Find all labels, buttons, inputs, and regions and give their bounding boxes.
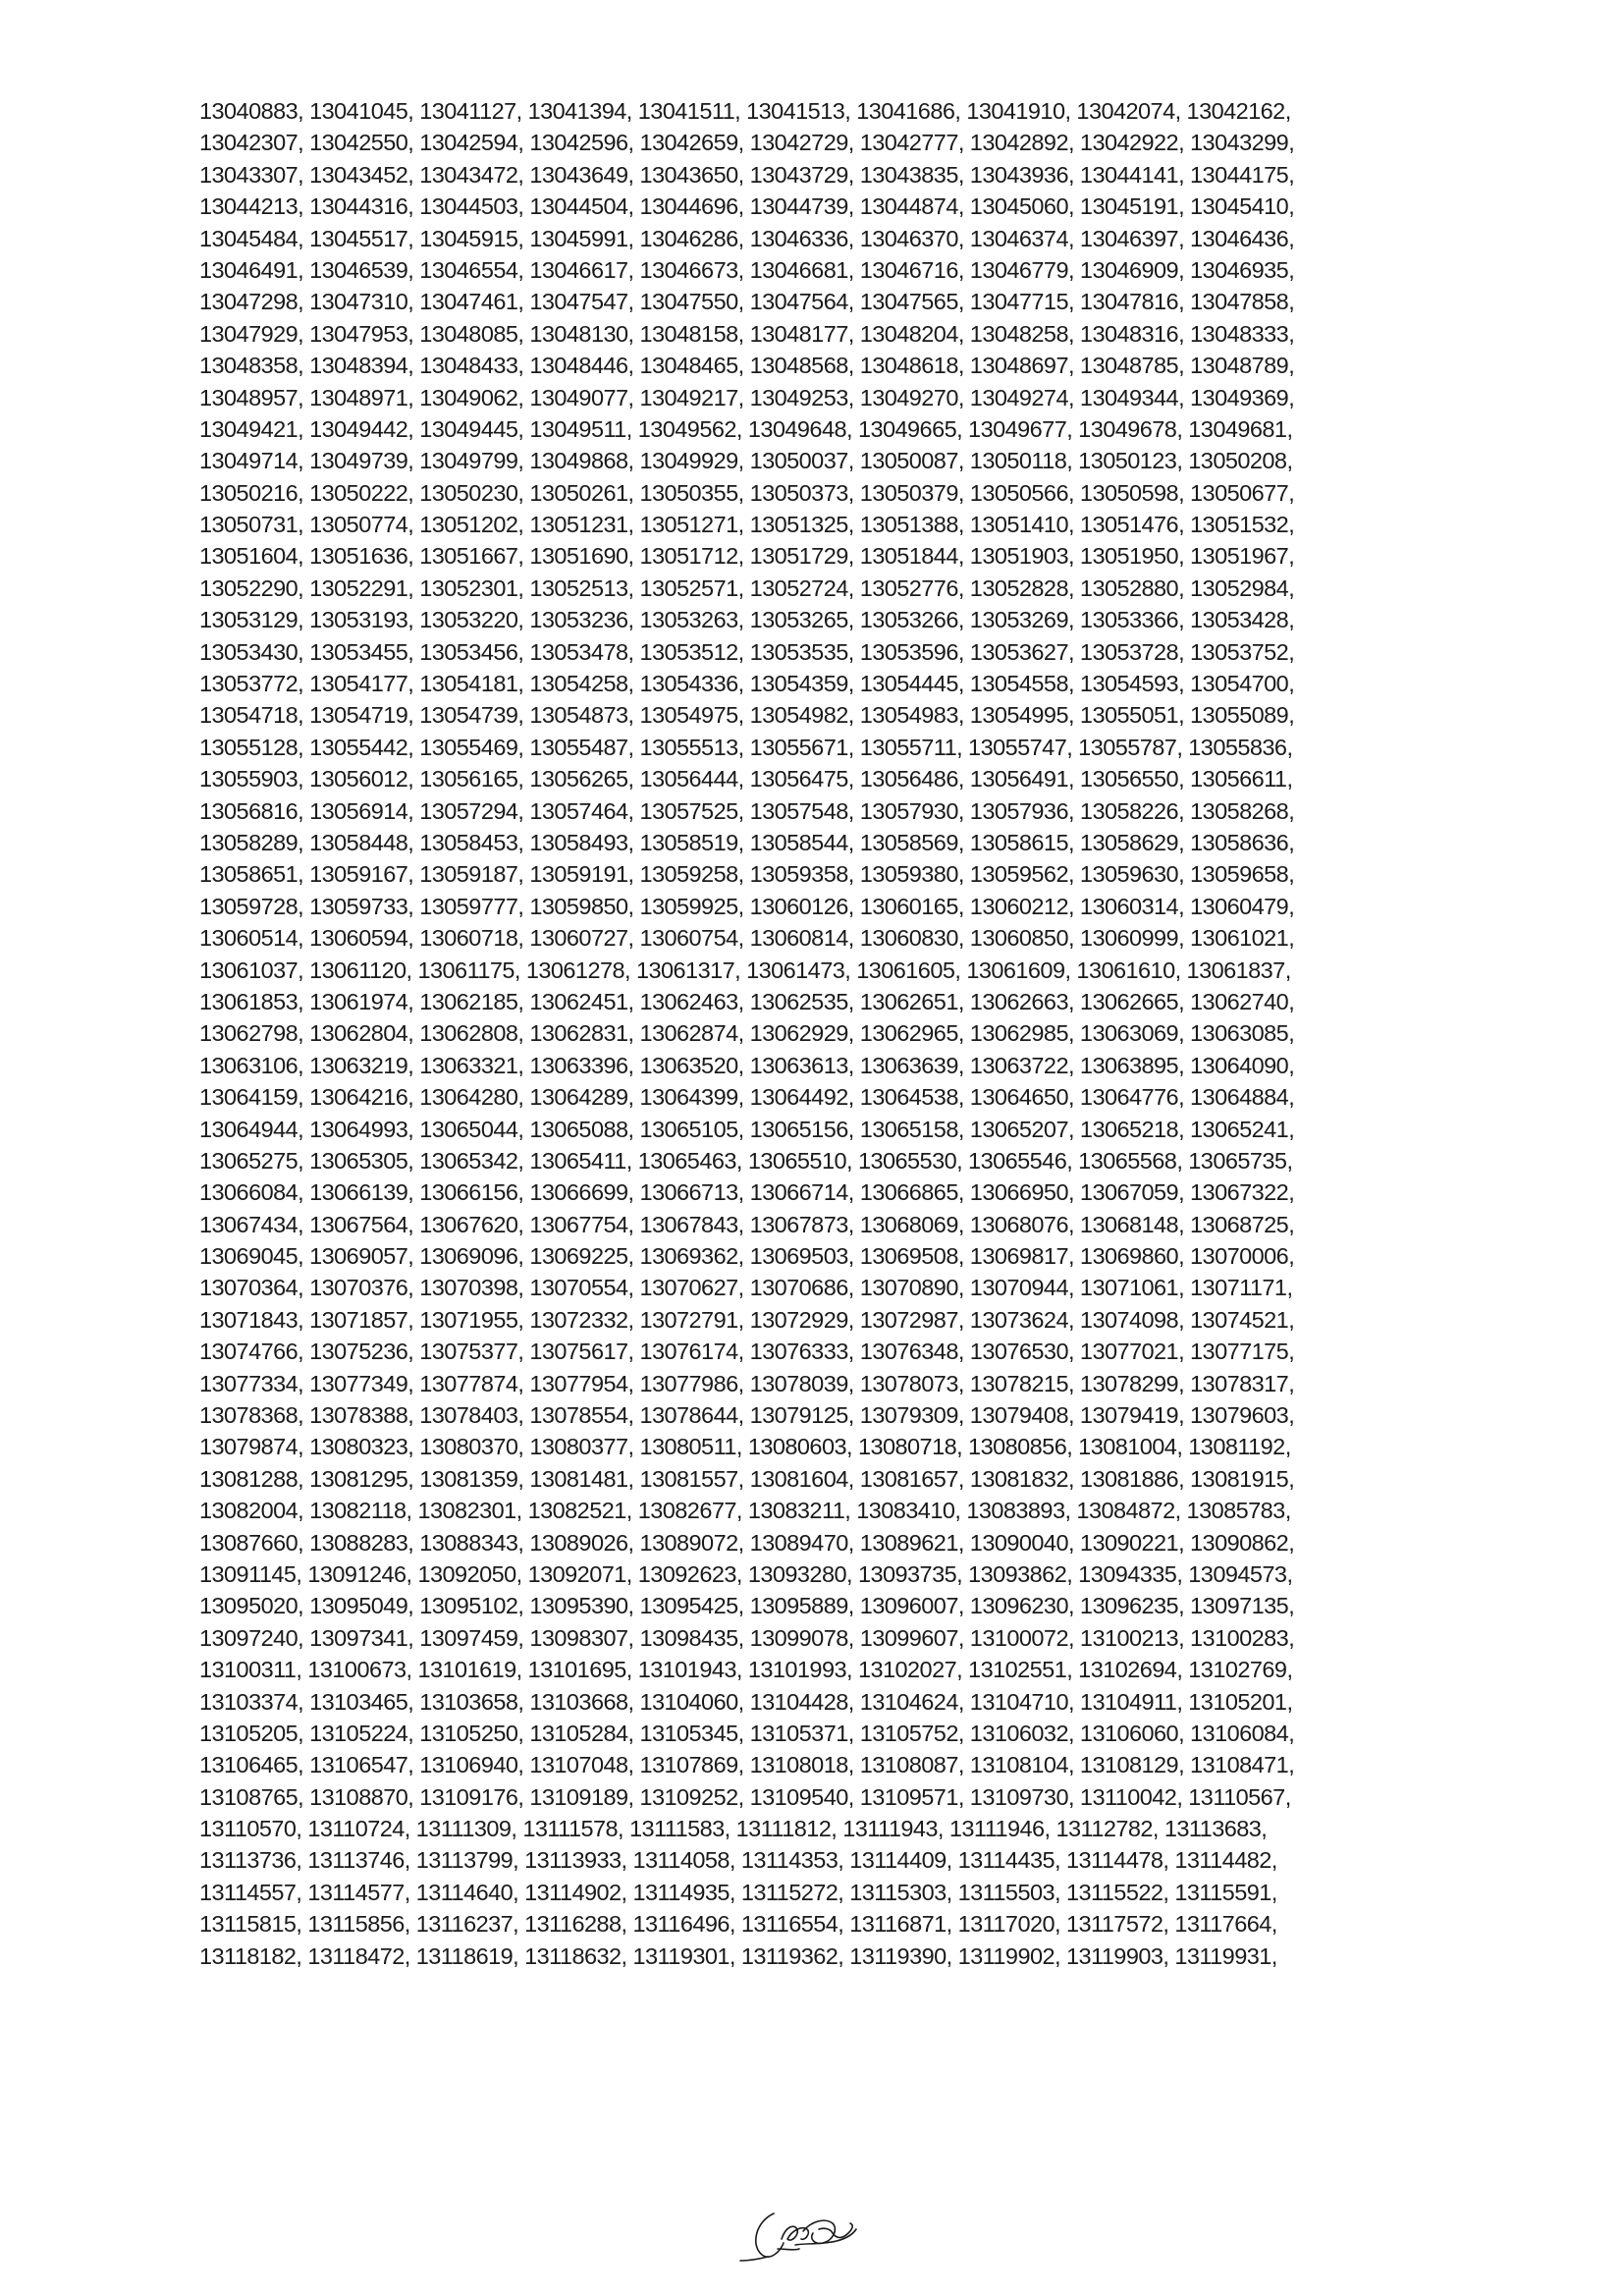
number-line: 13051604, 13051636, 13051667, 13051690, 13051712, 13051729, 13051844, 13051903, 13051950, 13051967, <box>199 543 1295 570</box>
number-line: 13082004, 13082118, 13082301, 13082521, 13082677, 13083211, 13083410, 13083893, 13084872, 13085783, <box>199 1498 1291 1524</box>
signature-icon <box>734 2200 862 2269</box>
number-line: 13078368, 13078388, 13078403, 13078554, 13078644, 13079125, 13079309, 13079408, 13079419, 13079603, <box>199 1402 1295 1429</box>
number-line: 13108765, 13108870, 13109176, 13109189, 13109252, 13109540, 13109571, 13109730, 13110042, 13110567, <box>199 1783 1291 1810</box>
number-line: 13059728, 13059733, 13059777, 13059850, 13059925, 13060126, 13060165, 13060212, 13060314, 13060479, <box>199 893 1295 919</box>
number-line: 13110570, 13110724, 13111309, 13111578, 13111583, 13111812, 13111943, 13111946, 13112782, 13113683, <box>199 1816 1268 1842</box>
number-line: 13045484, 13045517, 13045915, 13045991, 13046286, 13046336, 13046370, 13046374, 13046397, 13046436, <box>199 225 1295 251</box>
number-line: 13049714, 13049739, 13049799, 13049868, 13049929, 13050037, 13050087, 13050118, 13050123, 13050208, <box>199 448 1293 474</box>
number-line: 13070364, 13070376, 13070398, 13070554, 13070627, 13070686, 13070890, 13070944, 13071061, 13071171, <box>199 1275 1293 1301</box>
number-line: 13053772, 13054177, 13054181, 13054258, 13054336, 13054359, 13054445, 13054558, 13054593, 13054700, <box>199 671 1295 697</box>
number-line: 13074766, 13075236, 13075377, 13075617, 13076174, 13076333, 13076348, 13076530, 13077021, 13077175, <box>199 1339 1295 1365</box>
number-line: 13054718, 13054719, 13054739, 13054873, 13054975, 13054982, 13054983, 13054995, 13055051, 13055089, <box>199 702 1295 729</box>
number-line: 13115815, 13115856, 13116237, 13116288, 13116496, 13116554, 13116871, 13117020, 13117572, 13117664, <box>199 1911 1277 1938</box>
number-line: 13113736, 13113746, 13113799, 13113933, 13114058, 13114353, 13114409, 13114435, 13114478, 13114482, <box>199 1847 1277 1874</box>
number-line: 13065275, 13065305, 13065342, 13065411, 13065463, 13065510, 13065530, 13065546, 13065568, 13065735, <box>199 1147 1293 1174</box>
number-line: 13055128, 13055442, 13055469, 13055487, 13055513, 13055671, 13055711, 13055747, 13055787, 13055836, <box>199 734 1293 760</box>
number-line: 13048957, 13048971, 13049062, 13049077, 13049217, 13049253, 13049270, 13049274, 13049344, 13049369, <box>199 384 1295 410</box>
number-line: 13056816, 13056914, 13057294, 13057464, 13057525, 13057548, 13057930, 13057936, 13058226, 13058268, <box>199 797 1295 824</box>
number-line: 13079874, 13080323, 13080370, 13080377, 13080511, 13080603, 13080718, 13080856, 13081004, 13081192, <box>199 1434 1291 1460</box>
number-line: 13081288, 13081295, 13081359, 13081481, 13081557, 13081604, 13081657, 13081832, 13081886, 13081915, <box>199 1465 1295 1492</box>
number-line: 13047929, 13047953, 13048085, 13048130, 13048158, 13048177, 13048204, 13048258, 13048316, 13048333, <box>199 320 1295 347</box>
number-line: 13064159, 13064216, 13064280, 13064289, 13064399, 13064492, 13064538, 13064650, 13064776, 13064884, <box>199 1084 1295 1111</box>
number-line: 13047298, 13047310, 13047461, 13047547, 13047550, 13047564, 13047565, 13047715, 13047816, 13047858, <box>199 289 1295 315</box>
number-line: 13048358, 13048394, 13048433, 13048446, 13048465, 13048568, 13048618, 13048697, 13048785, 13048789, <box>199 353 1295 379</box>
number-line: 13060514, 13060594, 13060718, 13060727, 13060754, 13060814, 13060830, 13060850, 13060999, 13061021, <box>199 925 1295 952</box>
number-line: 13062798, 13062804, 13062808, 13062831, 13062874, 13062929, 13062965, 13062985, 13063069, 13063085, <box>199 1020 1295 1047</box>
number-line: 13043307, 13043452, 13043472, 13043649, 13043650, 13043729, 13043835, 13043936, 13044141, 13044175, <box>199 161 1295 188</box>
number-line: 13097240, 13097341, 13097459, 13098307, 13098435, 13099078, 13099607, 13100072, 13100213, 13100283, <box>199 1624 1295 1651</box>
number-line: 13106465, 13106547, 13106940, 13107048, 13107869, 13108018, 13108087, 13108104, 13108129, 13108471, <box>199 1752 1295 1778</box>
number-line: 13091145, 13091246, 13092050, 13092071, 13092623, 13093280, 13093735, 13093862, 13094335, 13094573, <box>199 1560 1293 1587</box>
number-line: 13100311, 13100673, 13101619, 13101695, 13101943, 13101993, 13102027, 13102551, 13102694, 13102769, <box>199 1657 1293 1683</box>
number-line: 13114557, 13114577, 13114640, 13114902, 13114935, 13115272, 13115303, 13115503, 13115522, 13115591, <box>199 1879 1277 1905</box>
number-line: 13058651, 13059167, 13059187, 13059191, 13059258, 13059358, 13059380, 13059562, 13059630, 13059658, <box>199 861 1295 888</box>
number-line: 13063106, 13063219, 13063321, 13063396, 13063520, 13063613, 13063639, 13063722, 13063895, 13064090, <box>199 1052 1295 1078</box>
number-line: 13103374, 13103465, 13103658, 13103668, 13104060, 13104428, 13104624, 13104710, 13104911, 13105201, <box>199 1688 1293 1715</box>
number-line: 13066084, 13066139, 13066156, 13066699, 13066713, 13066714, 13066865, 13066950, 13067059, 13067322, <box>199 1179 1295 1206</box>
number-line: 13077334, 13077349, 13077874, 13077954, 13077986, 13078039, 13078073, 13078215, 13078299, 13078317, <box>199 1370 1295 1396</box>
number-line: 13105205, 13105224, 13105250, 13105284, 13105345, 13105371, 13105752, 13106032, 13106060, 13106084, <box>199 1720 1295 1746</box>
number-line: 13061037, 13061120, 13061175, 13061278, 13061317, 13061473, 13061605, 13061609, 13061610, 13061837, <box>199 957 1291 983</box>
number-line: 13053430, 13053455, 13053456, 13053478, 13053512, 13053535, 13053596, 13053627, 13053728, 13053752, <box>199 638 1295 665</box>
number-line: 13067434, 13067564, 13067620, 13067754, 13067843, 13067873, 13068069, 13068076, 13068148, 13068725, <box>199 1211 1295 1237</box>
number-line: 13055903, 13056012, 13056165, 13056265, 13056444, 13056475, 13056486, 13056491, 13056550, 13056611, <box>199 766 1293 793</box>
number-line: 13042307, 13042550, 13042594, 13042596, 13042659, 13042729, 13042777, 13042892, 13042922, 13043299, <box>199 130 1295 156</box>
number-line: 13050731, 13050774, 13051202, 13051231, 13051271, 13051325, 13051388, 13051410, 13051476, 13051532, <box>199 512 1295 538</box>
number-list <box>199 95 1436 1972</box>
number-line: 13064944, 13064993, 13065044, 13065088, 13065105, 13065156, 13065158, 13065207, 13065218, 13065241, <box>199 1116 1295 1142</box>
number-line: 13053129, 13053193, 13053220, 13053236, 13053263, 13053265, 13053266, 13053269, 13053366, 13053428, <box>199 607 1295 633</box>
number-line: 13069045, 13069057, 13069096, 13069225, 13069362, 13069503, 13069508, 13069817, 13069860, 13070006, <box>199 1243 1295 1270</box>
number-line: 13095020, 13095049, 13095102, 13095390, 13095425, 13095889, 13096007, 13096230, 13096235, 13097135, <box>199 1593 1295 1619</box>
number-line: 13050216, 13050222, 13050230, 13050261, 13050355, 13050373, 13050379, 13050566, 13050598, 13050677, <box>199 479 1295 506</box>
number-line: 13052290, 13052291, 13052301, 13052513, 13052571, 13052724, 13052776, 13052828, 13052880, 13052984, <box>199 574 1295 601</box>
number-line: 13071843, 13071857, 13071955, 13072332, 13072791, 13072929, 13072987, 13073624, 13074098, 13074521, <box>199 1306 1295 1333</box>
number-line: 13061853, 13061974, 13062185, 13062451, 13062463, 13062535, 13062651, 13062663, 13062665, 13062740, <box>199 988 1295 1014</box>
number-line: 13044213, 13044316, 13044503, 13044504, 13044696, 13044739, 13044874, 13045060, 13045191, 13045410, <box>199 193 1295 220</box>
number-line: 13087660, 13088283, 13088343, 13089026, 13089072, 13089470, 13089621, 13090040, 13090221, 13090862, <box>199 1529 1295 1556</box>
number-line: 13040883, 13041045, 13041127, 13041394, 13041511, 13041513, 13041686, 13041910, 13042074, 13042162, <box>199 98 1291 124</box>
number-line: 13118182, 13118472, 13118619, 13118632, 13119301, 13119362, 13119390, 13119902, 13119903, 13119931, <box>199 1942 1277 1969</box>
number-line: 13058289, 13058448, 13058453, 13058493, 13058519, 13058544, 13058569, 13058615, 13058629, 13058636, <box>199 829 1295 855</box>
number-line: 13046491, 13046539, 13046554, 13046617, 13046673, 13046681, 13046716, 13046779, 13046909, 13046935, <box>199 256 1295 283</box>
number-line: 13049421, 13049442, 13049445, 13049511, 13049562, 13049648, 13049665, 13049677, 13049678, 13049681, <box>199 415 1293 442</box>
